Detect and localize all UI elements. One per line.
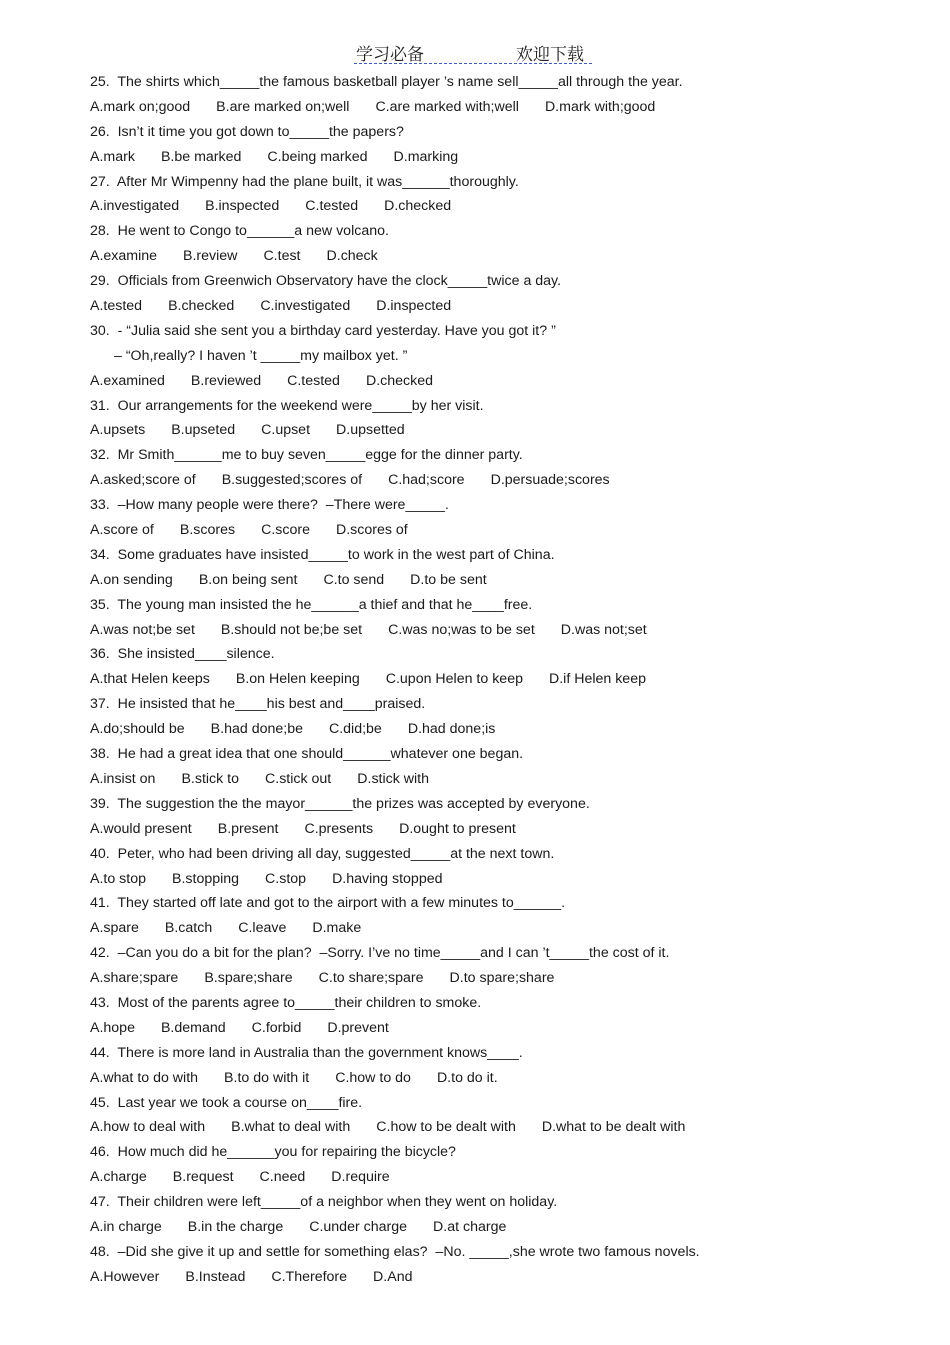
answer-option: B.catch — [164, 920, 213, 937]
answer-option: D.check — [326, 248, 378, 265]
answer-option: D.inspected — [376, 298, 452, 315]
answer-option: B.request — [172, 1169, 234, 1186]
question-text: 34. Some graduates have insisted_____to work in the west part of China. — [90, 546, 555, 563]
question-list — [90, 70, 910, 1290]
answer-option: A.do;should be — [90, 721, 185, 738]
answer-option: A.mark — [90, 148, 135, 165]
answer-options — [90, 817, 910, 842]
question-text: 44. There is more land in Australia than the government knows____. — [90, 1044, 523, 1061]
answer-option: A.that Helen keeps — [90, 671, 210, 688]
answer-option: B.demand — [160, 1019, 226, 1036]
answer-options — [90, 1215, 910, 1240]
answer-option: C.stick out — [265, 770, 332, 787]
answer-option: D.checked — [365, 372, 433, 389]
answer-option: A.asked;score of — [90, 472, 196, 489]
answer-option: A.examined — [90, 372, 165, 389]
answer-options — [90, 667, 910, 692]
answer-option: C.investigated — [260, 298, 351, 315]
answer-option: B.review — [183, 248, 238, 265]
answer-options — [90, 145, 910, 170]
answer-option: B.in the charge — [187, 1218, 284, 1235]
answer-option: D.to spare;share — [449, 970, 555, 987]
question-text: 32. Mr Smith______me to buy seven_____egge for the dinner party. — [90, 447, 523, 464]
question-text: 26. Isn’t it time you got down to_____the papers? — [90, 123, 404, 140]
answer-option: D.at charge — [433, 1218, 507, 1235]
answer-option: C.to share;spare — [318, 970, 424, 987]
answer-option: A.However — [90, 1268, 160, 1285]
answer-option: D.require — [331, 1169, 390, 1186]
answer-option: B.to do with it — [224, 1069, 310, 1086]
answer-options — [90, 95, 910, 120]
answer-option: B.what to deal with — [231, 1119, 351, 1136]
question-text: 48. –Did she give it up and settle for something elas? –No. _____,she wrote two famous novels. — [90, 1243, 700, 1260]
answer-option: D.was not;set — [560, 621, 647, 638]
answer-option: C.under charge — [309, 1218, 408, 1235]
question-text: 27. After Mr Wimpenny had the plane built, it was______thoroughly. — [90, 173, 519, 190]
question-text: 38. He had a great idea that one should______whatever one began. — [90, 746, 524, 763]
answer-option: B.on Helen keeping — [235, 671, 360, 688]
question-text: 46. How much did he______you for repairing the bicycle? — [90, 1144, 456, 1161]
answer-option: A.upsets — [90, 422, 146, 439]
answer-options — [90, 194, 910, 219]
answer-option: C.forbid — [251, 1019, 302, 1036]
header-right-text: 欢迎下载 — [516, 45, 584, 65]
question-text: 37. He insisted that he____his best and____praised. — [90, 696, 426, 713]
question-text: 31. Our arrangements for the weekend were_____by her visit. — [90, 397, 484, 414]
answer-option: D.checked — [384, 198, 452, 215]
answer-option: B.upseted — [171, 422, 236, 439]
answer-option: C.had;score — [388, 472, 465, 489]
answer-options — [90, 244, 910, 269]
answer-option: D.scores of — [335, 522, 408, 539]
answer-option: B.Instead — [185, 1268, 246, 1285]
answer-option: A.investigated — [90, 198, 180, 215]
answer-option: C.are marked with;well — [375, 98, 519, 115]
answer-option: D.persuade;scores — [490, 472, 610, 489]
answer-option: D.mark with;good — [544, 98, 656, 115]
answer-options — [90, 418, 910, 443]
answer-options — [90, 1265, 910, 1290]
answer-option: C.tested — [305, 198, 359, 215]
answer-option: A.hope — [90, 1019, 135, 1036]
answer-option: C.presents — [304, 820, 374, 837]
answer-option: C.test — [263, 248, 301, 265]
answer-option: C.being marked — [267, 148, 368, 165]
answer-options — [90, 717, 910, 742]
question-text: 30. - “Julia said she sent you a birthday card yesterday. Have you got it? ” — [90, 322, 556, 339]
answer-option: B.are marked on;well — [216, 98, 350, 115]
header-dashed-underline — [354, 63, 592, 64]
answer-option: B.reviewed — [190, 372, 262, 389]
answer-option: C.how to do — [335, 1069, 411, 1086]
answer-option: B.on being sent — [198, 571, 298, 588]
answer-option: A.mark on;good — [90, 98, 191, 115]
answer-option: C.to send — [323, 571, 385, 588]
answer-options — [90, 618, 910, 643]
answer-options — [90, 966, 910, 991]
question-text: 43. Most of the parents agree to_____their children to smoke. — [90, 994, 482, 1011]
question-text: 47. Their children were left_____of a neighbor when they went on holiday. — [90, 1194, 558, 1211]
answer-option: A.was not;be set — [90, 621, 195, 638]
answer-option: D.stick with — [357, 770, 429, 787]
answer-option: A.spare — [90, 920, 139, 937]
answer-option: B.be marked — [160, 148, 242, 165]
question-text: 25. The shirts which_____the famous basketball player ’s name sell_____all through the year. — [90, 74, 683, 90]
question-text: 29. Officials from Greenwich Observatory have the clock_____twice a day. — [90, 273, 562, 290]
question-text: 35. The young man insisted the he______a thief and that he____free. — [90, 596, 533, 613]
answer-option: B.spare;share — [204, 970, 293, 987]
answer-option: A.insist on — [90, 770, 156, 787]
answer-option: A.share;spare — [90, 970, 179, 987]
answer-option: D.marking — [393, 148, 459, 165]
answer-option: D.to be sent — [410, 571, 487, 588]
answer-option: C.tested — [287, 372, 340, 389]
answer-options — [90, 1115, 910, 1140]
answer-options — [90, 468, 910, 493]
answer-option: A.tested — [90, 298, 143, 315]
answer-option: A.would present — [90, 820, 192, 837]
answer-option: A.how to deal with — [90, 1119, 206, 1136]
answer-options — [90, 916, 910, 941]
answer-option: A.examine — [90, 248, 158, 265]
answer-option: B.had done;be — [210, 721, 303, 738]
answer-option: B.stopping — [172, 870, 240, 887]
answer-option: D.And — [373, 1268, 413, 1285]
answer-option: B.should not be;be set — [220, 621, 363, 638]
answer-option: B.scores — [179, 522, 236, 539]
answer-option: C.how to be dealt with — [376, 1119, 516, 1136]
answer-option: D.what to be dealt with — [541, 1119, 686, 1136]
answer-option: D.prevent — [327, 1019, 389, 1036]
answer-options — [90, 1016, 910, 1041]
question-text: 36. She insisted____silence. — [90, 646, 275, 663]
answer-option: A.score of — [90, 522, 154, 539]
answer-option: B.stick to — [181, 770, 240, 787]
answer-option: C.upon Helen to keep — [385, 671, 523, 688]
answer-option: C.was no;was to be set — [388, 621, 535, 638]
answer-option: B.inspected — [205, 198, 280, 215]
answer-options — [90, 568, 910, 593]
answer-option: B.checked — [168, 298, 235, 315]
answer-option: A.what to do with — [90, 1069, 199, 1086]
answer-option: C.stop — [265, 870, 307, 887]
answer-options — [90, 1165, 910, 1190]
answer-option: C.upset — [261, 422, 311, 439]
answer-options — [90, 867, 910, 892]
answer-option: B.suggested;scores of — [221, 472, 363, 489]
answer-option: A.on sending — [90, 571, 173, 588]
answer-option: C.score — [261, 522, 310, 539]
answer-option: B.present — [217, 820, 279, 837]
page-header — [0, 40, 950, 66]
question-text: 42. –Can you do a bit for the plan? –Sorry. I’ve no time_____and I can ’t_____the cost of it. — [90, 945, 670, 962]
answer-option: D.upsetted — [336, 422, 405, 439]
answer-option: D.ought to present — [399, 820, 516, 837]
answer-option: D.if Helen keep — [548, 671, 646, 688]
answer-option: C.need — [259, 1169, 306, 1186]
answer-options — [90, 767, 910, 792]
answer-option: C.Therefore — [271, 1268, 348, 1285]
question-text: 33. –How many people were there? –There were_____. — [90, 497, 449, 514]
question-text: 41. They started off late and got to the airport with a few minutes to______. — [90, 895, 566, 912]
answer-options — [90, 369, 910, 394]
answer-option: D.had done;is — [407, 721, 496, 738]
question-text: 39. The suggestion the the mayor______the prizes was accepted by everyone. — [90, 795, 590, 812]
answer-options — [90, 1066, 910, 1091]
header-left-text: 学习必备 — [356, 45, 424, 65]
answer-option: D.to do it. — [436, 1069, 498, 1086]
answer-option: A.to stop — [90, 870, 146, 887]
answer-options — [90, 294, 910, 319]
answer-option: A.in charge — [90, 1218, 162, 1235]
question-text: 28. He went to Congo to______a new volcano. — [90, 223, 389, 240]
answer-option: D.having stopped — [332, 870, 443, 887]
question-text: 45. Last year we took a course on____fire. — [90, 1094, 363, 1111]
question-text: 40. Peter, who had been driving all day, suggested_____at the next town. — [90, 845, 555, 862]
answer-option: D.make — [312, 920, 362, 937]
answer-option: C.leave — [238, 920, 287, 937]
answer-option: C.did;be — [328, 721, 382, 738]
answer-options — [90, 518, 910, 543]
question-text-continued: – “Oh,really? I haven ’t _____my mailbox yet. ” — [114, 347, 408, 364]
answer-option: A.charge — [90, 1169, 147, 1186]
